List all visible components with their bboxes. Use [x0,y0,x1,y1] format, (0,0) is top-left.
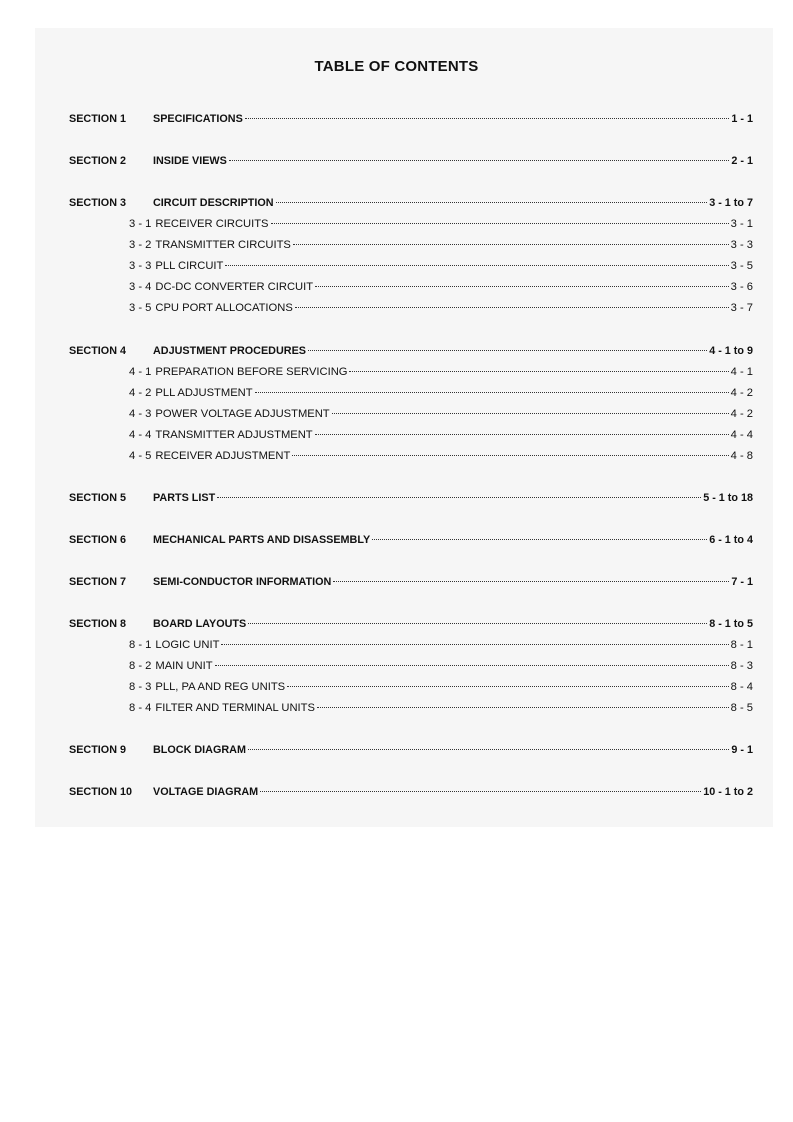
dot-leader [229,160,730,161]
section-page: 6 - 1 to 4 [709,534,753,546]
subsection-page: 3 - 5 [730,260,753,272]
subsection-number: 4 - 3 [129,408,152,420]
toc-subsection-8-2[interactable] [0,658,793,674]
subsection-page: 8 - 5 [730,702,753,714]
dot-leader [225,265,728,266]
dot-leader [292,455,728,456]
subsection-title: CPU PORT ALLOCATIONS [155,302,293,314]
section-title: PARTS LIST [153,492,216,504]
section-title: MECHANICAL PARTS AND DISASSEMBLY [153,534,371,546]
subsection-page: 4 - 2 [730,408,753,420]
dot-leader [317,707,729,708]
subsection-number: 3 - 1 [129,218,152,230]
section-label: SECTION 8 [69,618,126,630]
subsection-title: MAIN UNIT [155,660,213,672]
toc-subsection-8-1[interactable] [0,637,793,653]
subsection-number: 4 - 1 [129,366,152,378]
section-page: 10 - 1 to 2 [703,786,753,798]
subsection-page: 4 - 4 [730,429,753,441]
subsection-number: 4 - 5 [129,450,152,462]
toc-subsection-4-5[interactable] [0,448,793,464]
subsection-title: PLL ADJUSTMENT [155,387,253,399]
subsection-title: RECEIVER ADJUSTMENT [155,450,291,462]
dot-leader [260,791,701,792]
dot-leader [333,581,729,582]
subsection-title: PLL CIRCUIT [155,260,224,272]
toc-subsection-4-4[interactable] [0,427,793,443]
dot-leader [248,623,707,624]
subsection-number: 3 - 5 [129,302,152,314]
section-label: SECTION 7 [69,576,126,588]
toc-subsection-3-5[interactable] [0,300,793,316]
toc-section-3[interactable] [0,195,793,211]
subsection-title: FILTER AND TERMINAL UNITS [155,702,315,714]
toc-subsection-4-2[interactable] [0,385,793,401]
section-title: VOLTAGE DIAGRAM [153,786,259,798]
section-label: SECTION 4 [69,345,126,357]
subsection-page: 8 - 1 [730,639,753,651]
section-label: SECTION 5 [69,492,126,504]
section-label: SECTION 1 [69,113,126,125]
section-page: 8 - 1 to 5 [709,618,753,630]
section-page: 4 - 1 to 9 [709,345,753,357]
subsection-title: PLL, PA AND REG UNITS [155,681,286,693]
subsection-number: 4 - 2 [129,387,152,399]
subsection-page: 4 - 1 [730,366,753,378]
toc-subsection-4-3[interactable] [0,406,793,422]
subsection-number: 8 - 2 [129,660,152,672]
section-page: 7 - 1 [731,576,753,588]
subsection-page: 3 - 6 [730,281,753,293]
dot-leader [215,665,729,666]
toc-subsection-3-2[interactable] [0,237,793,253]
toc-section-1[interactable] [0,111,793,127]
subsection-number: 3 - 4 [129,281,152,293]
toc-section-9[interactable] [0,742,793,758]
subsection-number: 8 - 1 [129,639,152,651]
section-title: ADJUSTMENT PROCEDURES [153,345,306,357]
section-title: SEMI-CONDUCTOR INFORMATION [153,576,332,588]
dot-leader [293,244,729,245]
section-title: CIRCUIT DESCRIPTION [153,197,274,209]
subsection-page: 8 - 3 [730,660,753,672]
subsection-page: 8 - 4 [730,681,753,693]
subsection-number: 8 - 3 [129,681,152,693]
toc-section-7[interactable] [0,574,793,590]
section-page: 3 - 1 to 7 [709,197,753,209]
toc-section-5[interactable] [0,490,793,506]
dot-leader [332,413,729,414]
section-page: 5 - 1 to 18 [703,492,753,504]
subsection-page: 4 - 2 [730,387,753,399]
dot-leader [276,202,708,203]
toc-subsection-8-4[interactable] [0,700,793,716]
subsection-page: 4 - 8 [730,450,753,462]
section-label: SECTION 6 [69,534,126,546]
section-title: INSIDE VIEWS [153,155,227,167]
subsection-number: 8 - 4 [129,702,152,714]
dot-leader [245,118,730,119]
toc-section-8[interactable] [0,616,793,632]
page-title: TABLE OF CONTENTS [314,58,479,75]
toc-subsection-3-1[interactable] [0,216,793,232]
subsection-title: RECEIVER CIRCUITS [155,218,269,230]
toc-subsection-8-3[interactable] [0,679,793,695]
subsection-page: 3 - 1 [730,218,753,230]
section-title: BLOCK DIAGRAM [153,744,246,756]
section-page: 1 - 1 [731,113,753,125]
dot-leader [287,686,728,687]
dot-leader [372,539,707,540]
section-title: BOARD LAYOUTS [153,618,247,630]
subsection-title: TRANSMITTER CIRCUITS [155,239,291,251]
dot-leader [255,392,729,393]
subsection-title: DC-DC CONVERTER CIRCUIT [155,281,314,293]
dot-leader [217,497,701,498]
subsection-page: 3 - 3 [730,239,753,251]
section-page: 2 - 1 [731,155,753,167]
section-label: SECTION 2 [69,155,126,167]
section-label: SECTION 9 [69,744,126,756]
section-title: SPECIFICATIONS [153,113,243,125]
toc-section-10[interactable] [0,784,793,800]
dot-leader [349,371,728,372]
subsection-page: 3 - 7 [730,302,753,314]
toc-subsection-4-1[interactable] [0,364,793,380]
toc-section-4[interactable] [0,343,793,359]
subsection-number: 3 - 2 [129,239,152,251]
toc-section-6[interactable] [0,532,793,548]
subsection-number: 4 - 4 [129,429,152,441]
dot-leader [221,644,728,645]
subsection-title: LOGIC UNIT [155,639,220,651]
section-label: SECTION 10 [69,786,132,798]
toc-section-2[interactable] [0,153,793,169]
toc-subsection-3-4[interactable] [0,279,793,295]
dot-leader [271,223,729,224]
dot-leader [295,307,729,308]
section-page: 9 - 1 [731,744,753,756]
subsection-number: 3 - 3 [129,260,152,272]
section-label: SECTION 3 [69,197,126,209]
dot-leader [308,350,707,351]
toc-subsection-3-3[interactable] [0,258,793,274]
dot-leader [315,286,729,287]
subsection-title: POWER VOLTAGE ADJUSTMENT [155,408,330,420]
subsection-title: TRANSMITTER ADJUSTMENT [155,429,313,441]
dot-leader [315,434,729,435]
dot-leader [248,749,729,750]
subsection-title: PREPARATION BEFORE SERVICING [155,366,348,378]
